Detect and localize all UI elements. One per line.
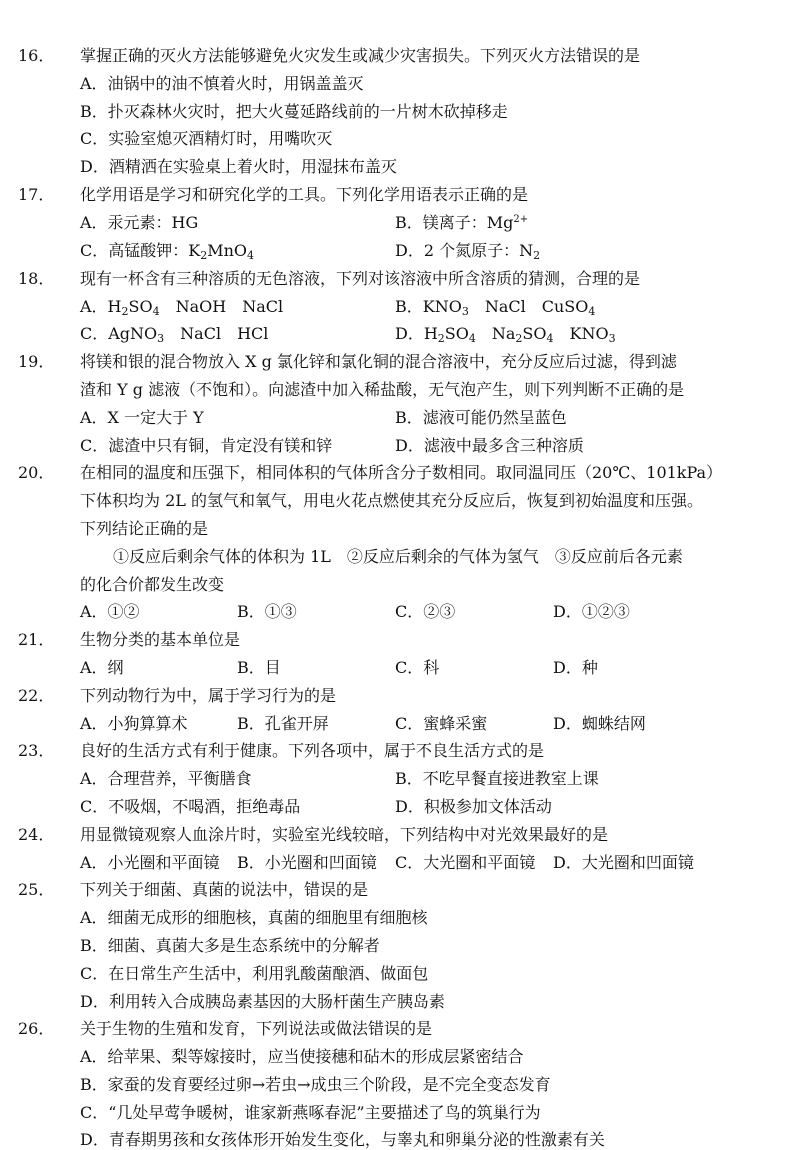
statements: ①反应后剩余气体的体积为 1L ②反应后剩余的气体为氢气 ③反应前后各元素 <box>113 547 683 566</box>
option-c: C．②③ <box>395 602 456 621</box>
option-a: A．合理营养，平衡膳食 <box>80 769 252 788</box>
option-a: A．汞元素：HG <box>80 213 199 232</box>
option-b: B．$KNO_3$ NaCl CuSO$_4$ <box>395 297 596 318</box>
option-a: A．$H_2SO_4$ NaOH NaCl <box>80 297 284 318</box>
question-stem: 生物分类的基本单位是 <box>80 630 241 649</box>
question-number: 23． <box>18 741 55 760</box>
option-c: C．实验室熄灭酒精灯时，用嘴吹灭 <box>80 129 333 148</box>
option-d: D．青春期男孩和女孩体形开始发生变化，与睾丸和卵巢分泌的性激素有关 <box>80 1130 605 1149</box>
option-c: C．高锰酸钾：$K_2MnO_4$ <box>80 241 255 262</box>
question-stem: 将镁和银的混合物放入 X g 氯化锌和氯化铜的混合溶液中，充分反应后过滤，得到滤 <box>80 352 677 371</box>
option-a: A．纲 <box>80 658 124 677</box>
question-stem: 用显微镜观察人血涂片时，实验室光线较暗，下列结构中对光效果最好的是 <box>80 825 609 844</box>
option-b: B．镁离子：$Mg^{2+}$ <box>395 213 529 232</box>
question-stem: 关于生物的生殖和发育，下列说法或做法错误的是 <box>80 1019 433 1038</box>
option-a: A．小光圈和平面镜 <box>80 853 220 872</box>
option-b: B．①③ <box>237 602 297 621</box>
option-c: C．滤渣中只有铜，肯定没有镁和锌 <box>80 436 333 455</box>
question-stem: 下列关于细菌、真菌的说法中，错误的是 <box>80 880 369 899</box>
option-a: A．油锅中的油不慎着火时，用锅盖盖灭 <box>80 74 364 93</box>
option-b: B．细菌、真菌大多是生态系统中的分解者 <box>80 936 380 955</box>
option-c: C．蜜蜂采蜜 <box>395 714 488 733</box>
question-stem-cont: 下体积均为 2L 的氢气和氧气，用电火花点燃使其充分反应后，恢复到初始温度和压强。 <box>80 491 703 510</box>
question-stem: 现有一杯含有三种溶质的无色溶液，下列对该溶液中所含溶质的猜测，合理的是 <box>80 269 641 288</box>
option-d: D．酒精洒在实验桌上着火时，用湿抹布盖灭 <box>80 157 397 176</box>
option-a: A．①② <box>80 602 140 621</box>
question-stem-cont: 渣和 Y g 滤液（不饱和）。向滤渣中加入稀盐酸，无气泡产生，则下列判断不正确的是 <box>80 380 685 399</box>
question-number: 16． <box>18 46 55 65</box>
option-b: B．目 <box>237 658 281 677</box>
question-number: 19． <box>18 352 55 371</box>
option-a: A．细菌无成形的细胞核，真菌的细胞里有细胞核 <box>80 908 428 927</box>
question-number: 22． <box>18 686 55 705</box>
question-stem-cont: 下列结论正确的是 <box>80 519 209 538</box>
option-d: D．$H_2SO_4$ $Na_2SO_4$ $KNO_3$ <box>395 324 616 345</box>
option-d: D．利用转入合成胰岛素基因的大肠杆菌生产胰岛素 <box>80 992 445 1011</box>
option-a: A．X 一定大于 Y <box>80 408 204 427</box>
option-a: A．给苹果、梨等嫁接时，应当使接穗和砧木的形成层紧密结合 <box>80 1047 524 1066</box>
question-number: 18． <box>18 269 55 288</box>
option-c: C．AgNO$_3$ NaCl HCl <box>80 324 269 345</box>
statements-cont: 的化合价都发生改变 <box>80 575 225 594</box>
option-b: B．小光圈和凹面镜 <box>237 853 377 872</box>
option-c: C．“几处早莺争暖树，谁家新燕啄春泥”主要描述了鸟的筑巢行为 <box>80 1103 541 1122</box>
question-number: 17． <box>18 185 55 204</box>
option-a: A．小狗算算术 <box>80 714 188 733</box>
question-stem: 化学用语是学习和研究化学的工具。下列化学用语表示正确的是 <box>80 185 529 204</box>
option-d: D．滤液中最多含三种溶质 <box>395 436 584 455</box>
option-d: D．积极参加文体活动 <box>395 797 552 816</box>
option-b: B．不吃早餐直接进教室上课 <box>395 769 599 788</box>
question-number: 26． <box>18 1019 55 1038</box>
question-number: 24． <box>18 825 55 844</box>
option-d: D．①②③ <box>553 602 630 621</box>
option-c: C．大光圈和平面镜 <box>395 853 536 872</box>
question-number: 25． <box>18 880 55 899</box>
option-b: B．扑灭森林火灾时，把大火蔓延路线前的一片树木砍掉移走 <box>80 102 508 121</box>
option-b: B．滤液可能仍然呈蓝色 <box>395 408 567 427</box>
question-stem: 掌握正确的灭火方法能够避免火灾发生或减少灾害损失。下列灭火方法错误的是 <box>80 46 641 65</box>
question-number: 20． <box>18 463 55 482</box>
option-d: D．种 <box>553 658 598 677</box>
question-stem: 下列动物行为中，属于学习行为的是 <box>80 686 337 705</box>
question-stem: 良好的生活方式有利于健康。下列各项中，属于不良生活方式的是 <box>80 741 545 760</box>
question-number: 21． <box>18 630 55 649</box>
option-b: B．孔雀开屏 <box>237 714 329 733</box>
option-d: D．蜘蛛结网 <box>553 714 646 733</box>
option-b: B．家蚕的发育要经过卵→若虫→成虫三个阶段，是不完全变态发育 <box>80 1075 551 1094</box>
option-c: C．在日常生产生活中，利用乳酸菌酿酒、做面包 <box>80 964 429 983</box>
option-d: D．大光圈和凹面镜 <box>553 853 694 872</box>
option-d: D．2 个氮原子：$N_2$ <box>395 241 541 262</box>
option-c: C．不吸烟，不喝酒，拒绝毒品 <box>80 797 301 816</box>
option-c: C．科 <box>395 658 440 677</box>
question-stem: 在相同的温度和压强下，相同体积的气体所含分子数相同。取同温同压（20℃、101kPa） <box>80 463 723 482</box>
